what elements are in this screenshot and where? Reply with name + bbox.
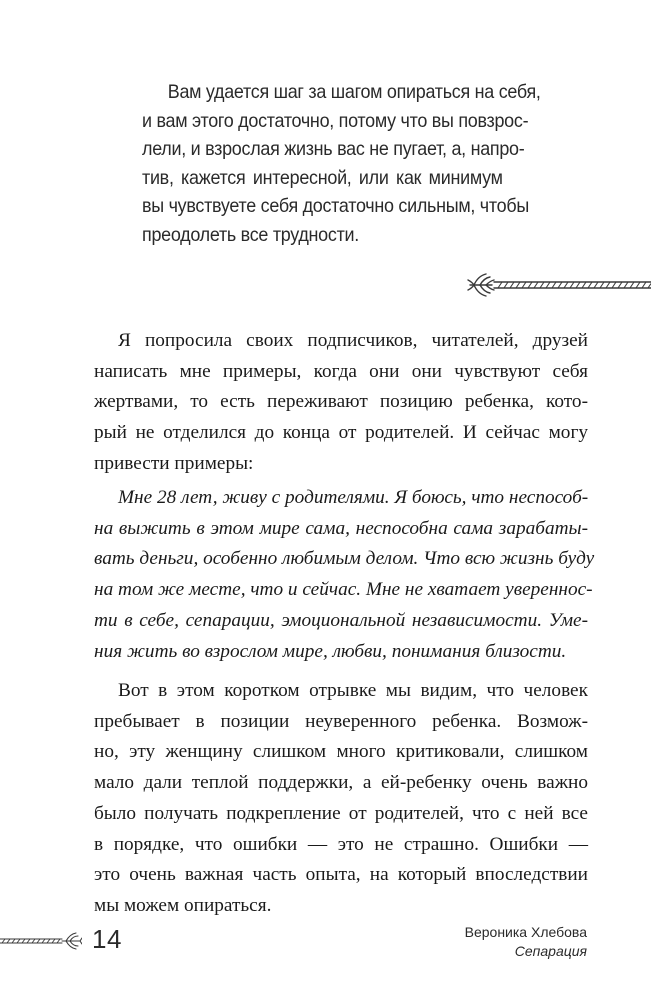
quote-line: Вам удается шаг за шагом опираться на себя,	[167, 81, 541, 103]
paragraph-3	[94, 676, 588, 922]
text-line: рый не отделился до конца от родителей. И сейчас могу	[94, 422, 588, 444]
text-line: жертвами, то есть переживают позицию ребенка, кото-	[94, 391, 588, 413]
text-line: но, эту женщину слишком много критиковали, слишком	[94, 741, 588, 763]
text-line: Я попросила своих подписчиков, читателей, друзей	[118, 330, 588, 351]
book-title: Сепарация	[514, 943, 587, 959]
quote-line: преодолеть все трудности.	[142, 223, 359, 246]
wheat-rope-ornament-icon	[466, 268, 651, 302]
text-line: на выжить в этом мире сама, неспособна сама зарабаты-	[94, 517, 588, 539]
page-number: 14	[92, 924, 122, 954]
text-line: написать мне примеры, когда они они чувствуют себя	[94, 360, 588, 382]
italic-example	[94, 483, 595, 667]
quote-block	[142, 78, 541, 250]
running-footer	[465, 923, 587, 961]
text-line: вать деньги, особенно любимым делом. Что всю жизнь буду	[94, 548, 595, 570]
text-line: мало дали теплой поддержки, а ей-ребенку очень важно	[94, 772, 588, 794]
text-line: ния жить во взрослом мире, любви, понимания близости.	[94, 640, 567, 662]
quote-line: вы чувствуете себя достаточно сильным, чтобы	[142, 195, 529, 218]
text-line: это очень важная часть опыта, на который впоследствии	[94, 864, 588, 886]
text-line: Мне 28 лет, живу с родителями. Я боюсь, что неспособ-	[118, 487, 589, 508]
text-line: привести примеры:	[94, 452, 254, 474]
text-line: в порядке, что ошибки — это не страшно. Ошибки —	[94, 833, 588, 855]
author-name: Вероника Хлебова	[464, 924, 587, 940]
text-line: мы можем опираться.	[94, 894, 272, 916]
text-line: на том же месте, что и сейчас. Мне не хватает увереннос-	[94, 579, 593, 601]
quote-line: тив, кажется интересной, или как минимум	[142, 166, 503, 189]
quote-line: лели, и взрослая жизнь вас не пугает, а, напро-	[142, 138, 525, 161]
text-line: было получать подкрепление от родителей, что с ней все	[94, 802, 588, 824]
wheat-rope-ornament-icon	[0, 930, 82, 952]
text-line: пребывает в позиции неуверенного ребенка. Возмож-	[94, 710, 588, 732]
quote-line: и вам этого достаточно, потому что вы повзрос-	[142, 109, 529, 132]
paragraph-1	[94, 326, 588, 480]
text-line: ти в себе, сепарации, эмоциональной независимости. Уме-	[94, 609, 588, 631]
text-line: Вот в этом коротком отрывке мы видим, что человек	[118, 680, 588, 701]
